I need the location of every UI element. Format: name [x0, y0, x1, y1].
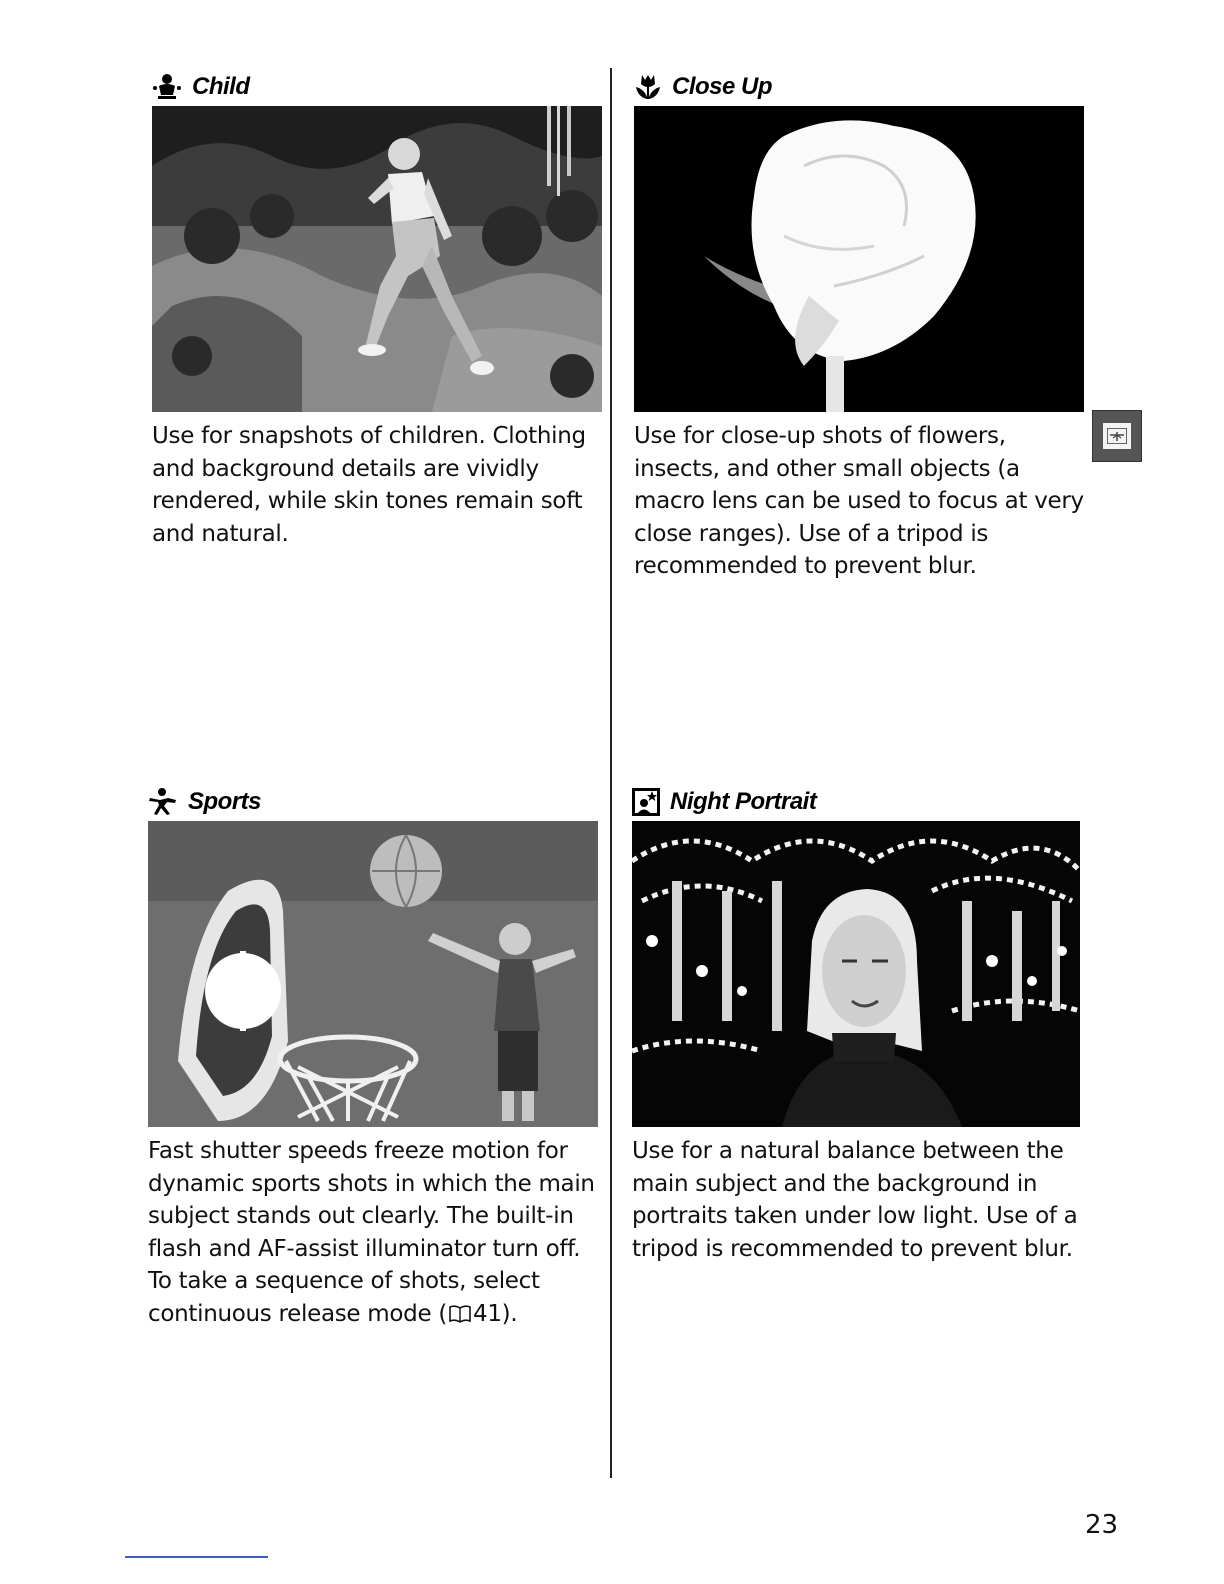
night-portrait-section [632, 785, 1082, 1265]
close-up-section [634, 70, 1084, 583]
sports-section [148, 785, 598, 1332]
sports-mode-icon [148, 788, 178, 816]
night-portrait-description: Use for a natural balance between the main subject and the background in portraits taken under low light. Use of a tripod is recommended to prevent blur. [632, 1138, 1078, 1262]
scene-mode-tab [1092, 410, 1142, 462]
close-up-title: Close Up [672, 73, 773, 100]
child-title: Child [192, 73, 250, 100]
night-portrait-heading [632, 785, 1082, 819]
child-description: Use for snapshots of children. Clothing and background details are vividly rendered, while skin tones remain soft and natural. [152, 423, 586, 547]
sports-description [148, 1135, 598, 1332]
sports-text-end: ). [501, 1300, 518, 1327]
child-photo [152, 106, 602, 412]
night-portrait-photo [632, 821, 1080, 1127]
close-up-heading [634, 70, 1084, 104]
child-section [152, 70, 602, 550]
child-heading [152, 70, 602, 104]
scene-mode-tab-icon [1103, 423, 1131, 449]
close-up-description: Use for close-up shots of flowers, insects, and other small objects (a macro lens can be used to focus at very close ranges). Use of a tripod is recommended to prevent blur. [634, 423, 1084, 579]
child-mode-icon [152, 73, 182, 101]
sports-title: Sports [188, 788, 262, 815]
sports-heading [148, 785, 598, 819]
close-up-photo [634, 106, 1084, 412]
sports-text: Fast shutter speeds freeze motion for dynamic sports shots in which the main subject stands out clearly. The built-in flash and AF-assist illuminator turn off. To take a sequence of shots, select continuous release mode ( [148, 1138, 595, 1327]
night-portrait-mode-icon [632, 788, 660, 816]
sports-photo [148, 821, 598, 1127]
page-number: 23 [1085, 1510, 1119, 1540]
sports-ref-page[interactable]: 41 [473, 1300, 502, 1327]
footer-rule [125, 1556, 268, 1558]
column-divider [610, 68, 612, 1478]
book-reference-icon [449, 1300, 471, 1333]
close-up-mode-icon [634, 73, 662, 101]
night-portrait-title: Night Portrait [670, 788, 817, 815]
